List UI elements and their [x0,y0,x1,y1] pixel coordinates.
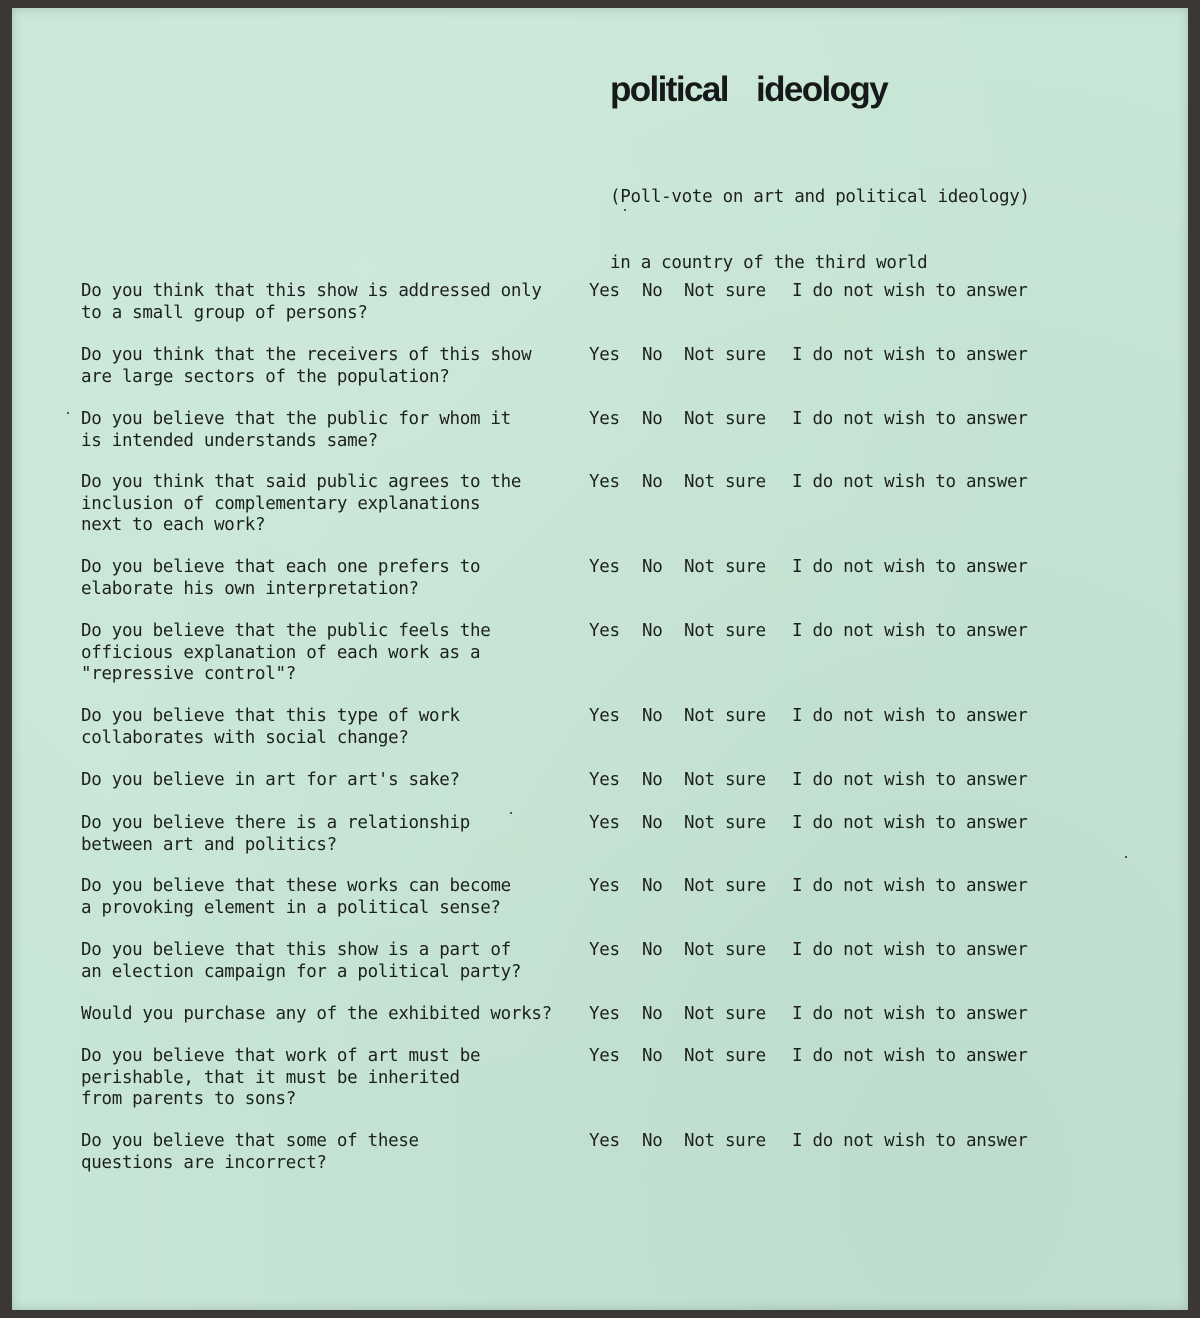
option-yes[interactable]: Yes [589,557,620,577]
option-yes[interactable]: Yes [589,409,620,429]
option-not-sure[interactable]: Not sure [684,706,766,726]
page-title: political ideology [610,70,888,109]
option-no[interactable]: No [642,1046,663,1066]
option-no[interactable]: No [642,706,663,726]
option-yes[interactable]: Yes [589,813,620,833]
question-text: Do you believe that work of art must be perishable, that it must be inherited from parents to sons? [81,1046,481,1109]
option-no[interactable]: No [642,813,663,833]
option-no-answer[interactable]: I do not wish to answer [792,557,1028,577]
option-no-answer[interactable]: I do not wish to answer [792,345,1028,365]
subtitle-line-2: in a country of the third world [610,253,928,273]
option-no-answer[interactable]: I do not wish to answer [792,409,1028,429]
option-yes[interactable]: Yes [589,1004,620,1024]
option-no-answer[interactable]: I do not wish to answer [792,813,1028,833]
option-no-answer[interactable]: I do not wish to answer [792,472,1028,492]
questionnaire-sheet [12,8,1188,1310]
option-yes[interactable]: Yes [589,1131,620,1151]
question-list [12,8,1188,1310]
option-no-answer[interactable]: I do not wish to answer [792,281,1028,301]
option-yes[interactable]: Yes [589,472,620,492]
option-no-answer[interactable]: I do not wish to answer [792,940,1028,960]
option-no-answer[interactable]: I do not wish to answer [792,1046,1028,1066]
option-no[interactable]: No [642,409,663,429]
option-no[interactable]: No [642,621,663,641]
question-text: Do you believe that the public for whom it is intended understands same? [81,409,511,451]
paper-speck [67,412,69,414]
option-not-sure[interactable]: Not sure [684,876,766,896]
option-no[interactable]: No [642,472,663,492]
paper-speck [624,209,626,211]
option-no[interactable]: No [642,770,663,790]
question-text: Do you believe that the public feels the officious explanation of each work as a "repressive control"? [81,621,491,684]
option-not-sure[interactable]: Not sure [684,345,766,365]
question-text: Do you think that this show is addressed only to a small group of persons? [81,281,542,323]
question-text: Do you believe in art for art's sake? [81,770,460,790]
paper-speck [510,812,512,814]
option-not-sure[interactable]: Not sure [684,940,766,960]
question-text: Do you think that said public agrees to the inclusion of complementary explanations next to each work? [81,472,522,535]
option-no[interactable]: No [642,1004,663,1024]
option-yes[interactable]: Yes [589,1046,620,1066]
option-yes[interactable]: Yes [589,940,620,960]
question-text: Do you believe that each one prefers to elaborate his own interpretation? [81,557,481,599]
option-no-answer[interactable]: I do not wish to answer [792,621,1028,641]
option-no-answer[interactable]: I do not wish to answer [792,706,1028,726]
option-yes[interactable]: Yes [589,770,620,790]
question-text: Do you believe that this show is a part of an election campaign for a political party? [81,940,522,982]
question-text: Do you believe there is a relationship between art and politics? [81,813,470,855]
option-no[interactable]: No [642,876,663,896]
paper-speck [1125,856,1127,858]
option-no-answer[interactable]: I do not wish to answer [792,1004,1028,1024]
option-not-sure[interactable]: Not sure [684,281,766,301]
question-text: Do you believe that these works can become a provoking element in a political sense? [81,876,511,918]
option-yes[interactable]: Yes [589,281,620,301]
option-not-sure[interactable]: Not sure [684,409,766,429]
option-not-sure[interactable]: Not sure [684,813,766,833]
option-no[interactable]: No [642,345,663,365]
option-not-sure[interactable]: Not sure [684,1131,766,1151]
option-no[interactable]: No [642,1131,663,1151]
option-no[interactable]: No [642,940,663,960]
option-not-sure[interactable]: Not sure [684,1046,766,1066]
option-yes[interactable]: Yes [589,621,620,641]
option-no-answer[interactable]: I do not wish to answer [792,1131,1028,1151]
option-not-sure[interactable]: Not sure [684,770,766,790]
option-yes[interactable]: Yes [589,876,620,896]
option-not-sure[interactable]: Not sure [684,557,766,577]
option-no[interactable]: No [642,557,663,577]
option-no[interactable]: No [642,281,663,301]
question-text: Do you think that the receivers of this show are large sectors of the population? [81,345,532,387]
option-no-answer[interactable]: I do not wish to answer [792,770,1028,790]
question-text: Do you believe that some of these questions are incorrect? [81,1131,419,1173]
option-not-sure[interactable]: Not sure [684,1004,766,1024]
subtitle-line-1: (Poll-vote on art and political ideology) [610,187,1030,207]
question-text: Would you purchase any of the exhibited works? [81,1004,552,1024]
option-yes[interactable]: Yes [589,706,620,726]
option-yes[interactable]: Yes [589,345,620,365]
question-text: Do you believe that this type of work collaborates with social change? [81,706,460,748]
option-not-sure[interactable]: Not sure [684,472,766,492]
option-no-answer[interactable]: I do not wish to answer [792,876,1028,896]
option-not-sure[interactable]: Not sure [684,621,766,641]
